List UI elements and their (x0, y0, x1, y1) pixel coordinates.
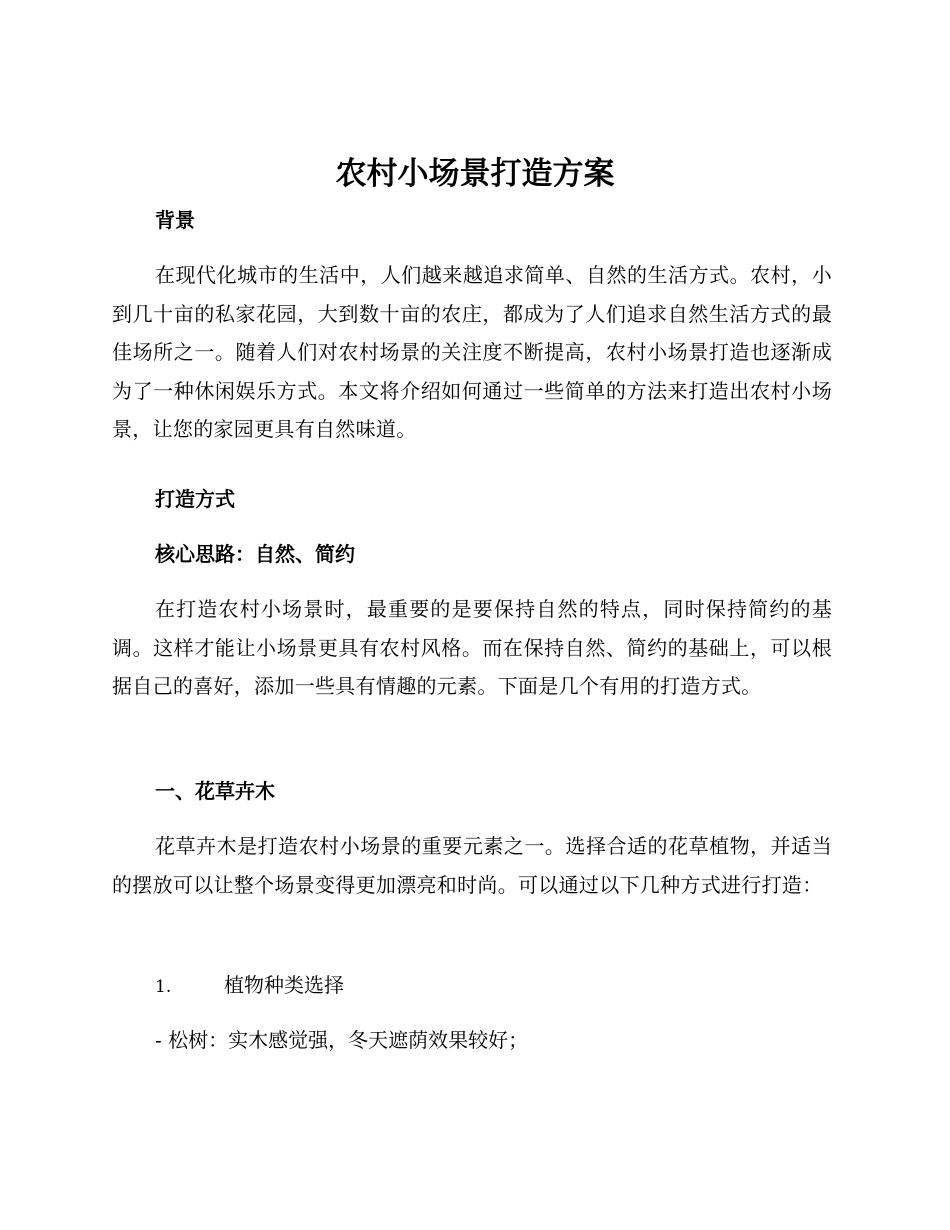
list-number: 1. (155, 977, 172, 997)
core-idea-heading: 核心思路：自然、简约 (155, 542, 355, 566)
core-idea-paragraph: 在打造农村小场景时，最重要的是要保持自然的特点，同时保持简约的基调。这样才能让小场景更具有农村风格。而在保持自然、简约的基础上，可以根据自己的喜好，添加一些具有情趣的元素。下面是几个有用的打造方式。 (112, 597, 832, 698)
method-heading: 打造方式 (155, 487, 235, 511)
plants-paragraph: 花草卉木是打造农村小场景的重要元素之一。选择合适的花草植物，并适当的摆放可以让整个场景变得更加漂亮和时尚。可以通过以下几种方式进行打造： (112, 834, 832, 897)
background-heading: 背景 (155, 208, 195, 232)
list-item (155, 970, 344, 1002)
plants-heading: 一、花草卉木 (155, 779, 275, 803)
list-item-label: 植物种类选择 (224, 973, 344, 997)
bullet-item: - 松树：实木感觉强，冬天遮荫效果较好； (155, 1028, 529, 1052)
document-title: 农村小场景打造方案 (335, 156, 615, 192)
background-paragraph: 在现代化城市的生活中，人们越来越追求简单、自然的生活方式。农村，小到几十亩的私家花园，大到数十亩的农庄，都成为了人们追求自然生活方式的最佳场所之一。随着人们对农村场景的关注度不断提高，农村小场景打造也逐渐成为了一种休闲娱乐方式。本文将介绍如何通过一些简单的方法来打造出农村小场景，让您的家园更具有自然味道。 (112, 263, 832, 441)
